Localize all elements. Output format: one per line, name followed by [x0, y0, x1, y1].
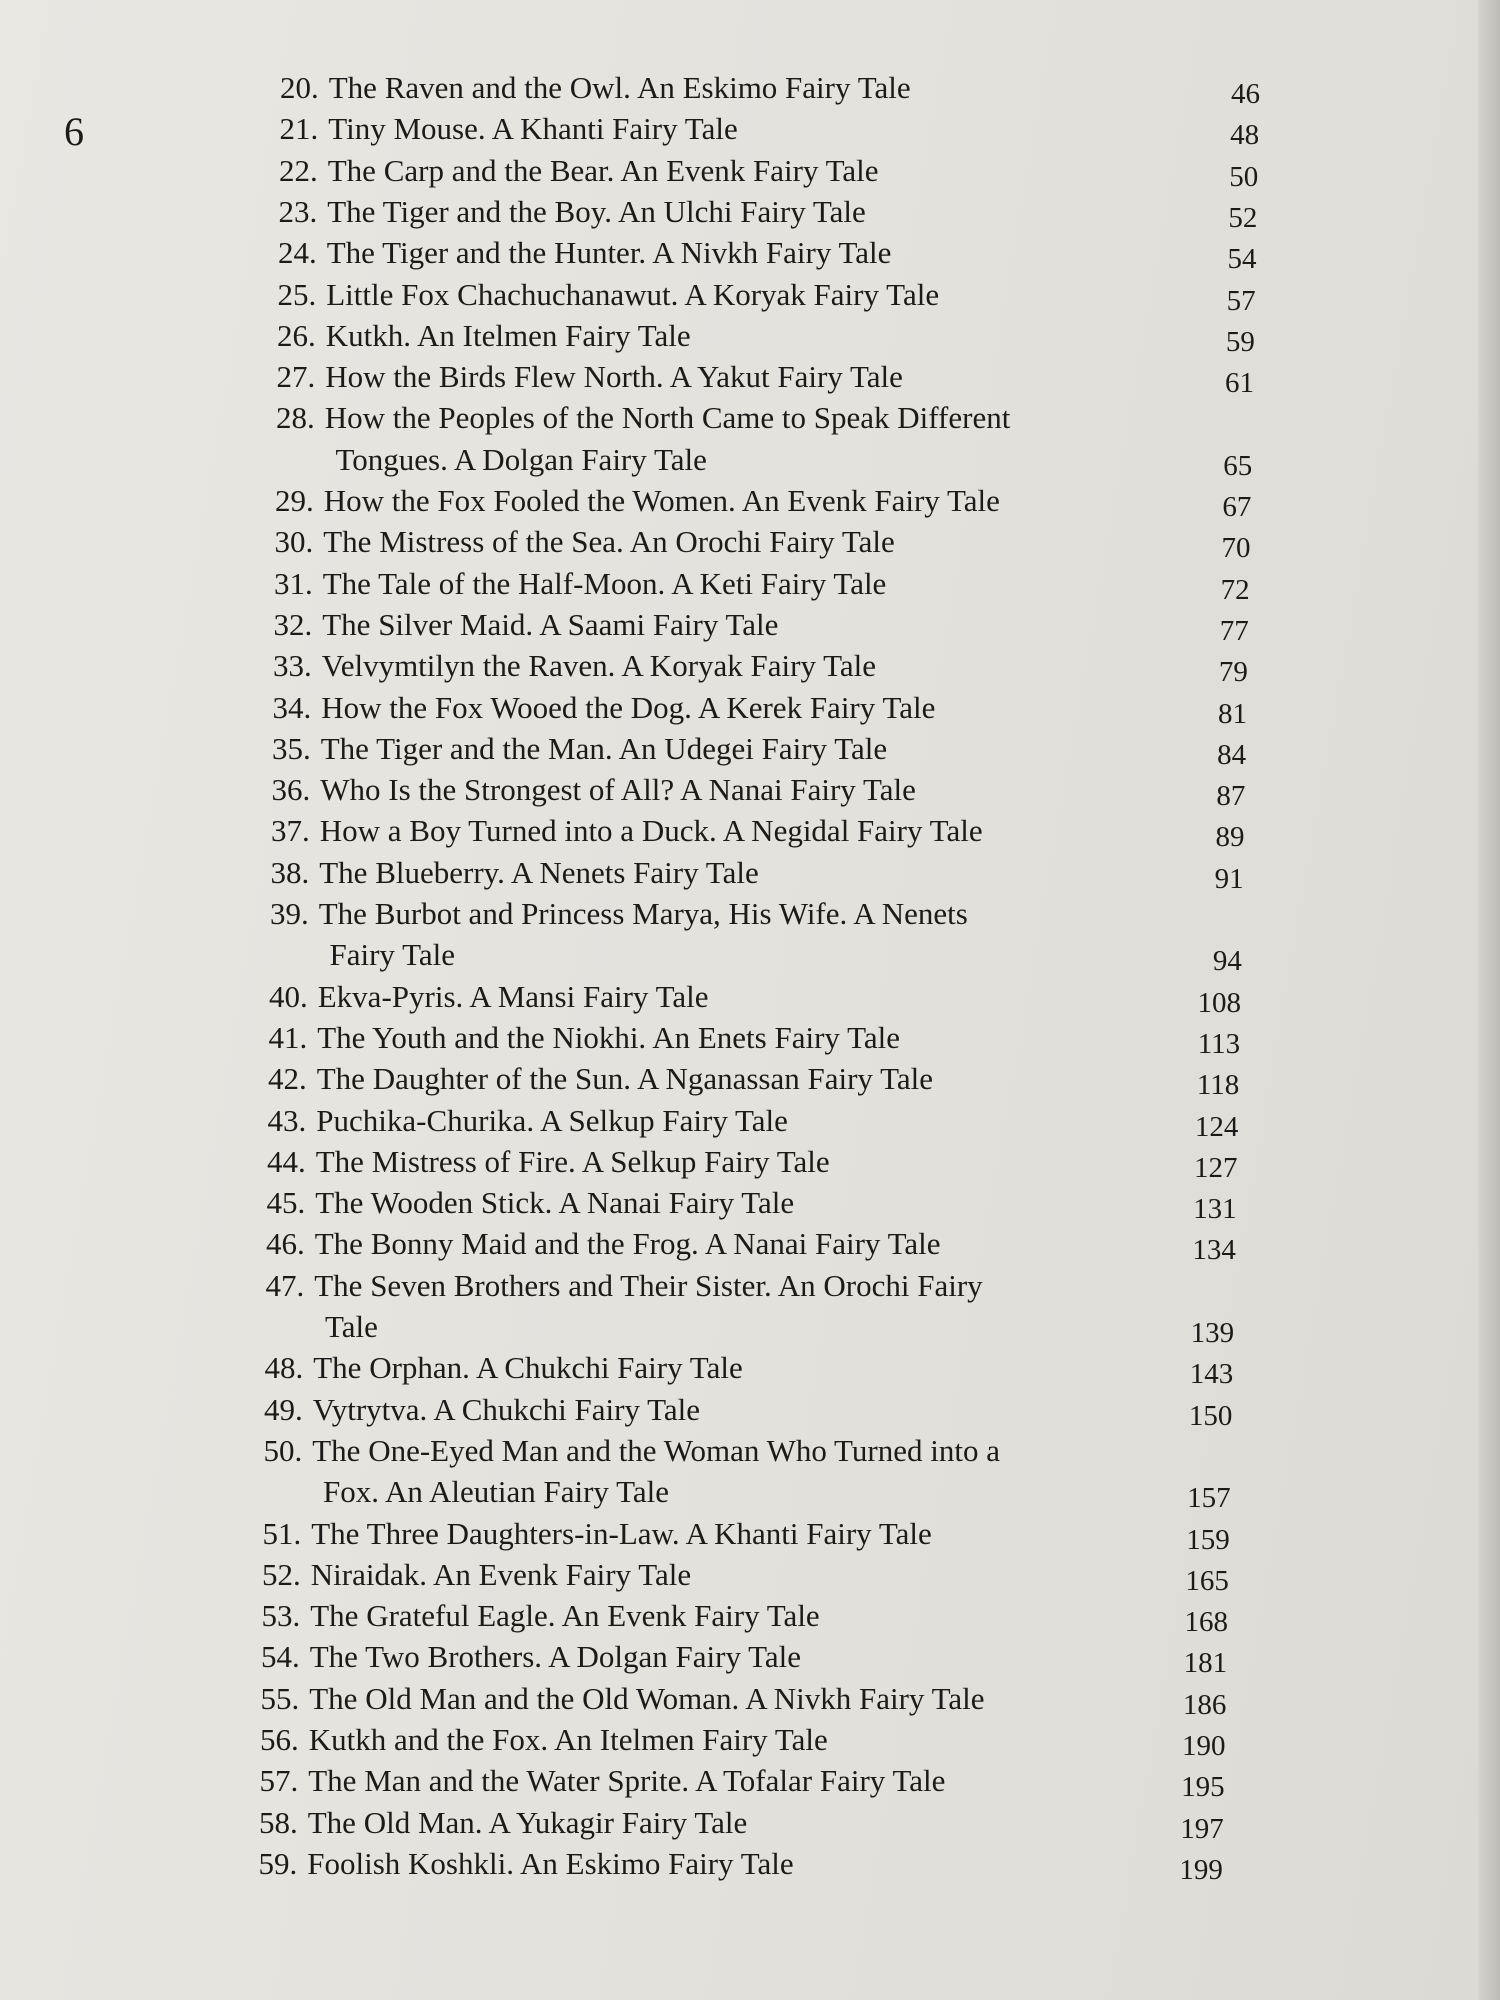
entry-title-text: The Old Man. A Yukagir Fairy Tale: [307, 1804, 748, 1840]
entry-title-text: The Tiger and the Boy. An Ulchi Fairy Tale: [327, 193, 866, 229]
entry-title-text: Fox. An Aleutian Fairy Tale: [323, 1474, 669, 1510]
entry-number: 21.: [279, 111, 319, 147]
entry-title-text: The Old Man and the Old Woman. A Nivkh Fairy Tale: [309, 1680, 985, 1716]
entry-number: 34.: [272, 689, 312, 725]
entry-title: [270, 898, 968, 929]
entry-number: 57.: [259, 1763, 299, 1799]
entry-page-number: 89: [1215, 821, 1245, 854]
entry-page-number: 124: [1194, 1110, 1239, 1143]
entry-page-number: 84: [1217, 738, 1247, 771]
entry-number: 35.: [272, 730, 311, 766]
entry-title-text: The Raven and the Owl. An Eskimo Fairy Tale: [328, 70, 911, 105]
entry-title-text: The Carp and the Bear. An Evenk Fairy Tale: [327, 152, 879, 188]
entry-title: [267, 1102, 788, 1138]
entry-title-text: The Mistress of Fire. A Selkup Fairy Tale: [315, 1143, 830, 1179]
entry-title-text: The Grateful Eagle. An Evenk Fairy Tale: [310, 1598, 820, 1634]
entry-title-text: The Silver Maid. A Saami Fairy Tale: [322, 606, 779, 642]
entry-title: [264, 1391, 701, 1427]
entry-number: 58.: [259, 1804, 298, 1840]
entry-number: 36.: [271, 772, 311, 808]
entry-number: 37.: [271, 813, 310, 849]
entry-title-text: The Man and the Water Sprite. A Tofalar Fairy Tale: [308, 1763, 946, 1799]
entry-number: 33.: [273, 648, 312, 684]
entry-number: 38.: [270, 854, 310, 890]
entry-number: 48.: [264, 1350, 304, 1386]
entry-number: 55.: [260, 1680, 300, 1716]
entry-number: 32.: [273, 606, 313, 642]
entry-title-text: Vytrytva. A Chukchi Fairy Tale: [312, 1391, 701, 1427]
entry-page-number: 159: [1186, 1523, 1230, 1556]
entry-title: [260, 1680, 985, 1716]
entry-page-number: 72: [1220, 573, 1250, 606]
entry-page-number: 77: [1219, 614, 1249, 647]
entry-title-text: Velvymtilyn the Raven. A Koryak Fairy Tale: [321, 648, 877, 684]
entry-number: 43.: [267, 1102, 307, 1138]
entry-title: [261, 1639, 802, 1675]
entry-page-number: 181: [1183, 1647, 1228, 1680]
entry-page-number: 50: [1229, 160, 1259, 193]
entry-title-continuation: [335, 441, 707, 477]
entry-number: 25.: [277, 276, 317, 312]
entry-page-number: 46: [1231, 78, 1260, 110]
entry-page-number: 131: [1193, 1193, 1237, 1226]
page-edge: [1478, 0, 1500, 2000]
entry-title-text: Kutkh and the Fox. An Itelmen Fairy Tale: [308, 1722, 828, 1757]
entry-title-text: How the Fox Fooled the Women. An Evenk Fairy Tale: [323, 483, 1000, 518]
entry-number: 28.: [276, 400, 315, 436]
entry-page-number: 79: [1218, 656, 1248, 689]
entry-title-text: How the Fox Wooed the Dog. A Kerek Fairy Tale: [321, 689, 936, 725]
entry-title-text: The Wooden Stick. A Nanai Fairy Tale: [315, 1185, 795, 1221]
entry-page-number: 70: [1221, 532, 1251, 565]
entry-page-number: 67: [1222, 491, 1252, 523]
entry-title: [273, 648, 877, 684]
entry-title: [268, 1019, 901, 1055]
entry-title-text: The Three Daughters-in-Law. A Khanti Fairy Tale: [311, 1515, 932, 1551]
entry-page-number: 143: [1189, 1358, 1234, 1391]
entry-number: 42.: [268, 1061, 307, 1097]
entry-title: [280, 72, 911, 103]
entry-number: 40.: [269, 978, 308, 1014]
entry-title: [263, 1432, 1000, 1468]
entry-page-number: 87: [1216, 780, 1246, 813]
entry-title: [261, 1598, 820, 1634]
entry-page-number: 157: [1187, 1482, 1231, 1515]
entry-title-text: The Tiger and the Man. An Udegei Fairy Tale: [320, 730, 888, 766]
entry-page-number: 59: [1225, 325, 1255, 358]
entry-title-text: Niraidak. An Evenk Fairy Tale: [310, 1556, 692, 1592]
entry-title: [266, 1185, 795, 1221]
entry-title: [279, 152, 879, 188]
entry-page-number: 48: [1230, 119, 1260, 152]
entry-title: [274, 565, 887, 601]
entry-title-text: Little Fox Chachuchanawut. A Koryak Fairy Tale: [326, 276, 940, 312]
entry-number: 56.: [260, 1722, 299, 1757]
entry-page-number: 165: [1185, 1564, 1229, 1597]
entry-title: [267, 1143, 830, 1179]
entry-title: [259, 1763, 946, 1799]
entry-page-number: 190: [1181, 1730, 1226, 1762]
entry-page-number: 168: [1184, 1606, 1229, 1639]
entry-page-number: 91: [1214, 862, 1244, 895]
entry-title-text: The Bonny Maid and the Frog. A Nanai Fairy Tale: [314, 1226, 941, 1262]
entry-title: [278, 193, 866, 229]
entry-page-number: 118: [1196, 1069, 1240, 1102]
entry-number: 54.: [261, 1639, 300, 1675]
entry-page-number: 61: [1224, 367, 1254, 400]
entry-title: [276, 400, 1011, 436]
entry-title: [271, 772, 916, 808]
entry-number: 27.: [276, 359, 316, 395]
entry-title: [260, 1724, 828, 1755]
entry-title-text: The Orphan. A Chukchi Fairy Tale: [313, 1350, 743, 1386]
entry-number: 23.: [278, 193, 318, 229]
entry-title-text: The Blueberry. A Nenets Fairy Tale: [319, 854, 759, 890]
entry-title-text: The Burbot and Princess Marya, His Wife. A Nenets: [318, 896, 968, 931]
entry-title: [262, 1515, 932, 1551]
entry-title: [265, 1267, 983, 1303]
entry-title: [271, 813, 983, 849]
entry-title-text: The Tiger and the Hunter. A Nivkh Fairy Tale: [326, 235, 892, 271]
entry-number: 53.: [261, 1598, 301, 1634]
entry-number: 41.: [268, 1019, 308, 1055]
entry-number: 26.: [277, 317, 316, 353]
entry-number: 22.: [279, 152, 318, 188]
entry-title-text: How a Boy Turned into a Duck. A Negidal Fairy Tale: [319, 813, 983, 849]
entry-title: [273, 606, 779, 642]
entry-title-text: Fairy Tale: [329, 937, 456, 973]
entry-title-text: Tale: [325, 1309, 378, 1344]
entry-number: 51.: [262, 1515, 302, 1551]
entry-title-text: Tongues. A Dolgan Fairy Tale: [335, 441, 707, 477]
entry-number: 31.: [274, 565, 313, 601]
entry-number: 47.: [265, 1267, 305, 1303]
entry-number: 50.: [263, 1432, 303, 1468]
entry-title-text: Puchika-Churika. A Selkup Fairy Tale: [316, 1102, 788, 1138]
entry-number: 45.: [266, 1185, 306, 1221]
entry-title: [258, 1845, 794, 1881]
entry-title-continuation: [325, 1311, 378, 1342]
entry-title: [268, 1061, 934, 1097]
entry-title-continuation: [323, 1474, 669, 1510]
entry-page-number: 113: [1197, 1027, 1241, 1060]
entry-title-text: How the Birds Flew North. A Yakut Fairy Tale: [325, 359, 903, 395]
entry-title-text: How the Peoples of the North Came to Speak Different: [324, 400, 1011, 436]
entry-title-text: Who Is the Strongest of All? A Nanai Fairy Tale: [320, 772, 916, 808]
entry-title: [279, 111, 738, 147]
entry-page-number: 54: [1227, 243, 1257, 276]
entry-number: 44.: [267, 1143, 306, 1179]
entry-title: [272, 730, 888, 766]
entry-title: [276, 359, 903, 395]
entry-page-number: 186: [1182, 1688, 1227, 1721]
entry-title-text: The Daughter of the Sun. A Nganassan Fairy Tale: [316, 1061, 934, 1097]
entry-page-number: 57: [1226, 284, 1256, 317]
entry-page-number: 139: [1190, 1317, 1235, 1349]
entry-title: [266, 1226, 941, 1262]
entry-page-number: 52: [1228, 201, 1258, 234]
entry-number: 52.: [262, 1556, 301, 1592]
entry-title: [278, 235, 892, 271]
entry-title: [272, 689, 936, 725]
entry-title-text: The Two Brothers. A Dolgan Fairy Tale: [309, 1639, 802, 1675]
entry-title-text: Foolish Koshkli. An Eskimo Fairy Tale: [307, 1845, 794, 1881]
entry-number: 39.: [270, 896, 309, 931]
entry-number: 24.: [278, 235, 317, 271]
entry-number: 49.: [264, 1391, 303, 1427]
entry-title-text: Kutkh. An Itelmen Fairy Tale: [325, 317, 691, 353]
entry-title: [274, 524, 895, 560]
entry-title-text: The Seven Brothers and Their Sister. An Orochi Fairy: [314, 1267, 983, 1303]
entry-title: [262, 1556, 692, 1592]
entry-page-number: 94: [1212, 945, 1242, 978]
entry-page-number: 134: [1192, 1234, 1236, 1267]
entry-title-continuation: [329, 937, 456, 973]
entry-title-text: Ekva-Pyris. A Mansi Fairy Tale: [317, 978, 709, 1014]
entry-title: [270, 854, 759, 890]
entry-number: 46.: [266, 1226, 305, 1262]
entry-title-text: The Tale of the Half-Moon. A Keti Fairy Tale: [322, 565, 887, 601]
entry-title: [277, 276, 940, 312]
entry-number: 29.: [275, 483, 314, 518]
entry-title: [275, 485, 1000, 516]
entry-page-number: 199: [1179, 1853, 1223, 1886]
entry-page-number: 108: [1197, 986, 1241, 1019]
entry-page-number: 195: [1181, 1771, 1225, 1804]
entry-title-text: The One-Eyed Man and the Woman Who Turned into a: [312, 1432, 1000, 1468]
entry-page-number: 150: [1188, 1399, 1233, 1432]
entry-page-number: 65: [1223, 449, 1253, 482]
entry-page-number: 127: [1194, 1151, 1238, 1184]
entry-number: 20.: [280, 70, 319, 105]
entry-number: 59.: [258, 1845, 298, 1881]
entry-title: [269, 978, 709, 1014]
entry-number: 30.: [274, 524, 314, 560]
entry-title-text: Tiny Mouse. A Khanti Fairy Tale: [328, 111, 738, 147]
entry-title: [259, 1804, 748, 1840]
entry-page-number: 197: [1180, 1812, 1224, 1845]
entry-title-text: The Youth and the Niokhi. An Enets Fairy Tale: [317, 1019, 901, 1055]
entry-page-number: 81: [1218, 697, 1248, 730]
entry-title: [264, 1350, 743, 1386]
entry-title: [277, 317, 691, 353]
page-number: 6: [64, 109, 84, 154]
entry-title-text: The Mistress of the Sea. An Orochi Fairy Tale: [323, 524, 895, 560]
